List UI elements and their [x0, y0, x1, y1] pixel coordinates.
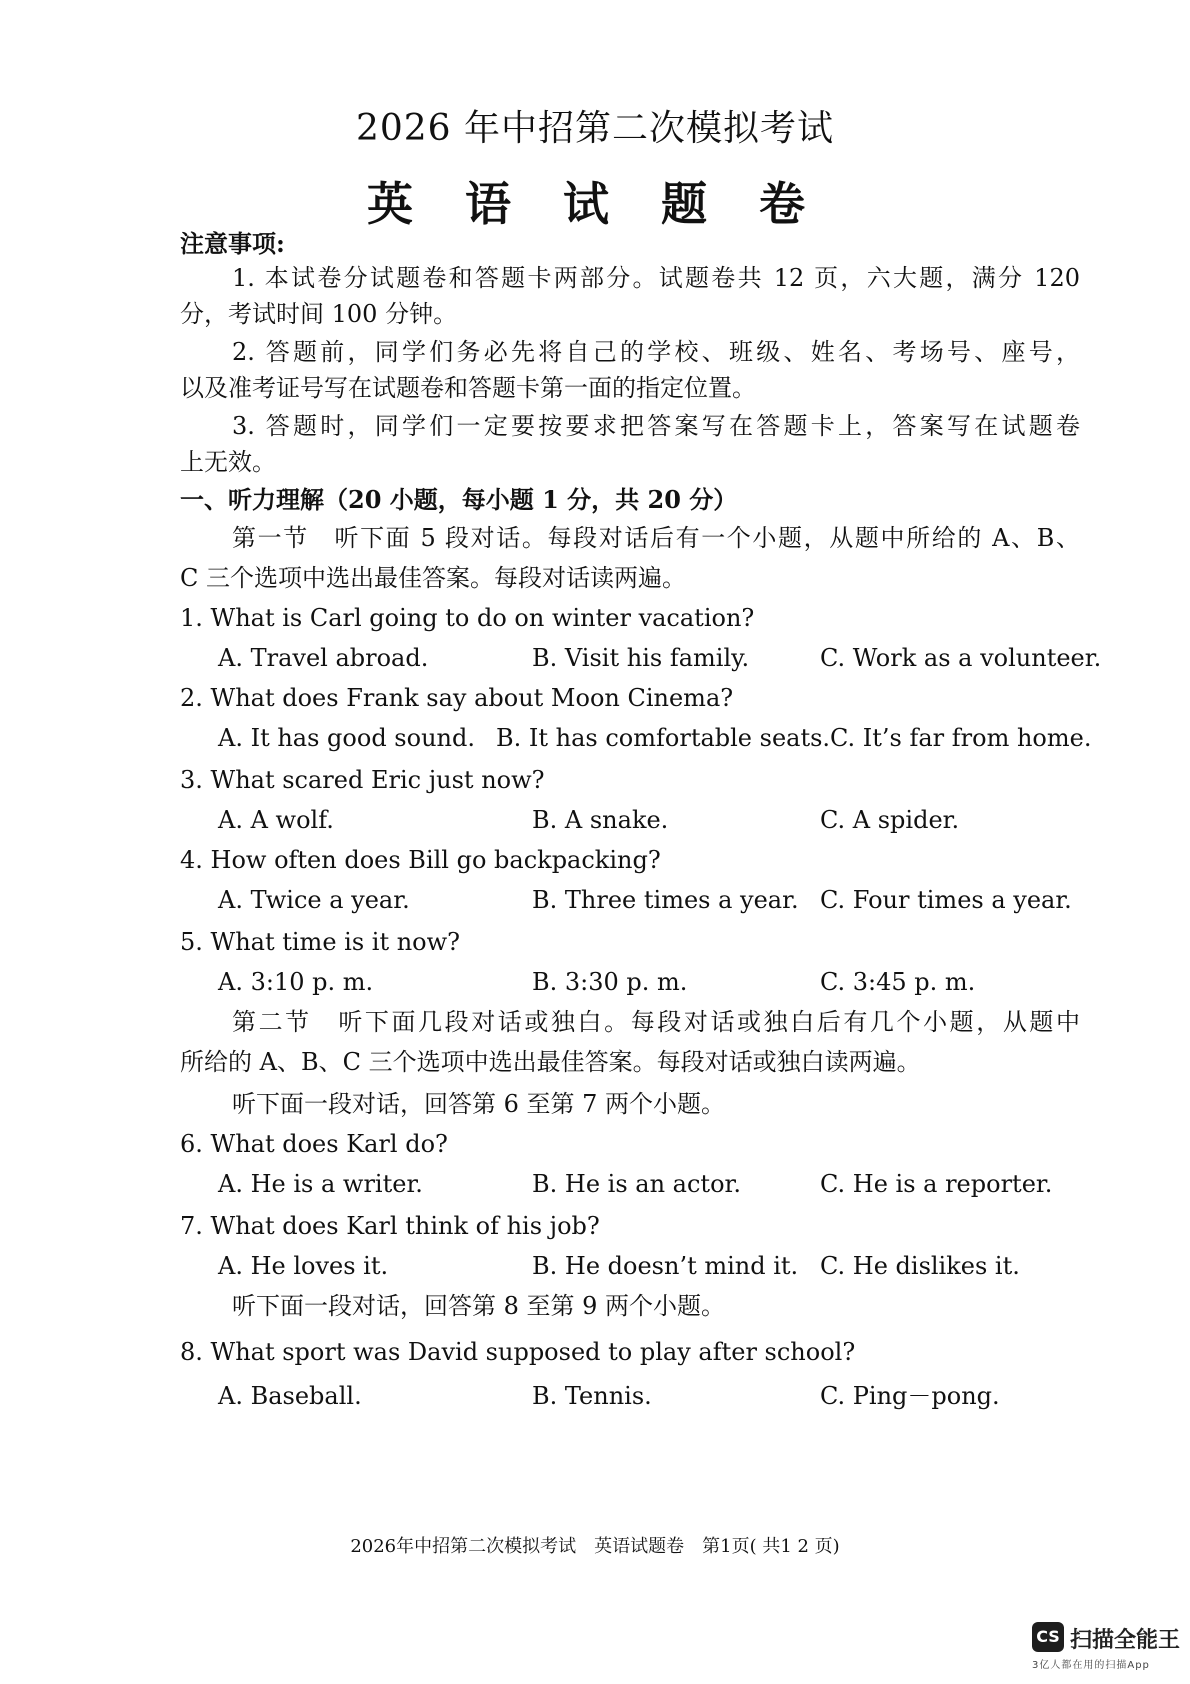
question-3-option-b: B. A snake. — [532, 806, 669, 834]
question-6-option-a: A. He is a writer. — [218, 1170, 423, 1198]
question-8-option-b: B. Tennis. — [532, 1382, 652, 1410]
question-4-option-c: C. Four times a year. — [820, 886, 1072, 914]
question-4: 4. How often does Bill go backpacking? — [180, 846, 661, 874]
question-1-option-a: A. Travel abroad. — [218, 644, 429, 672]
question-5-option-c: C. 3:45 p. m. — [820, 968, 976, 996]
question-4-option-a: A. Twice a year. — [218, 886, 410, 914]
question-7: 7. What does Karl think of his job? — [180, 1212, 600, 1240]
note-1-line-1: 1. 本试卷分试题卷和答题卡两部分。试题卷共 12 页，六大题，满分 120 — [232, 264, 1080, 292]
part-2-intro-line-1: 第二节 听下面几段对话或独白。每段对话或独白后有几个小题，从题中 — [232, 1008, 1080, 1036]
scanner-watermark — [1032, 1622, 1182, 1672]
question-6: 6. What does Karl do? — [180, 1130, 448, 1158]
note-3-line-1: 3. 答题时，同学们一定要按要求把答案写在答题卡上，答案写在试题卷 — [232, 412, 1080, 440]
question-5-option-b: B. 3:30 p. m. — [532, 968, 688, 996]
part-1-intro-line-2: C 三个选项中选出最佳答案。每段对话读两遍。 — [180, 564, 686, 592]
section-1-heading: 一、听力理解（20 小题，每小题 1 分，共 20 分） — [180, 485, 738, 514]
question-2-option-a: A. It has good sound. — [218, 724, 475, 752]
dialog-6-7-instruction: 听下面一段对话，回答第 6 至第 7 两个小题。 — [232, 1090, 726, 1118]
question-1: 1. What is Carl going to do on winter vacation? — [180, 604, 755, 632]
question-3-option-a: A. A wolf. — [218, 806, 334, 834]
question-7-option-a: A. He loves it. — [218, 1252, 389, 1280]
notes-heading: 注意事项: — [180, 229, 285, 258]
question-6-option-b: B. He is an actor. — [532, 1170, 741, 1198]
note-3-line-2: 上无效。 — [180, 448, 276, 476]
question-5-option-a: A. 3:10 p. m. — [218, 968, 374, 996]
part-2-intro-line-2: 所给的 A、B、C 三个选项中选出最佳答案。每段对话或独白读两遍。 — [180, 1048, 921, 1076]
question-3-option-c: C. A spider. — [820, 806, 960, 834]
question-4-option-b: B. Three times a year. — [532, 886, 799, 914]
note-2-line-2: 以及准考证号写在试题卷和答题卡第一面的指定位置。 — [180, 374, 756, 402]
question-7-option-b: B. He doesn’t mind it. — [532, 1252, 799, 1280]
paper-title: 英 语 试 题 卷 — [366, 177, 824, 231]
question-8: 8. What sport was David supposed to play after school? — [180, 1338, 856, 1366]
question-2-option-b: B. It has comfortable seats. — [496, 724, 831, 752]
exam-title: 2026 年中招第二次模拟考试 — [355, 108, 835, 149]
dialog-8-9-instruction: 听下面一段对话，回答第 8 至第 9 两个小题。 — [232, 1292, 726, 1320]
question-2-option-c: C. It’s far from home. — [830, 724, 1092, 752]
question-1-option-c: C. Work as a volunteer. — [820, 644, 1102, 672]
cs-logo-icon: CS — [1032, 1622, 1064, 1652]
part-1-intro-line-1: 第一节 听下面 5 段对话。每段对话后有一个小题，从题中所给的 A、B、 — [232, 524, 1080, 552]
question-3: 3. What scared Eric just now? — [180, 766, 545, 794]
question-8-option-a: A. Baseball. — [218, 1382, 362, 1410]
question-2: 2. What does Frank say about Moon Cinema? — [180, 684, 734, 712]
page-footer: 2026年中招第二次模拟考试 英语试题卷 第1页( 共1 2 页) — [350, 1536, 840, 1557]
question-7-option-c: C. He dislikes it. — [820, 1252, 1020, 1280]
note-2-line-1: 2. 答题前，同学们务必先将自己的学校、班级、姓名、考场号、座号， — [232, 338, 1080, 366]
question-5: 5. What time is it now? — [180, 928, 461, 956]
question-6-option-c: C. He is a reporter. — [820, 1170, 1053, 1198]
watermark-name: 扫描全能王 — [1070, 1628, 1181, 1653]
question-1-option-b: B. Visit his family. — [532, 644, 750, 672]
watermark-tagline: 3亿人都在用的扫描App — [1032, 1660, 1150, 1671]
question-8-option-c: C. Ping－pong. — [820, 1382, 1000, 1410]
note-1-line-2: 分，考试时间 100 分钟。 — [180, 300, 458, 328]
